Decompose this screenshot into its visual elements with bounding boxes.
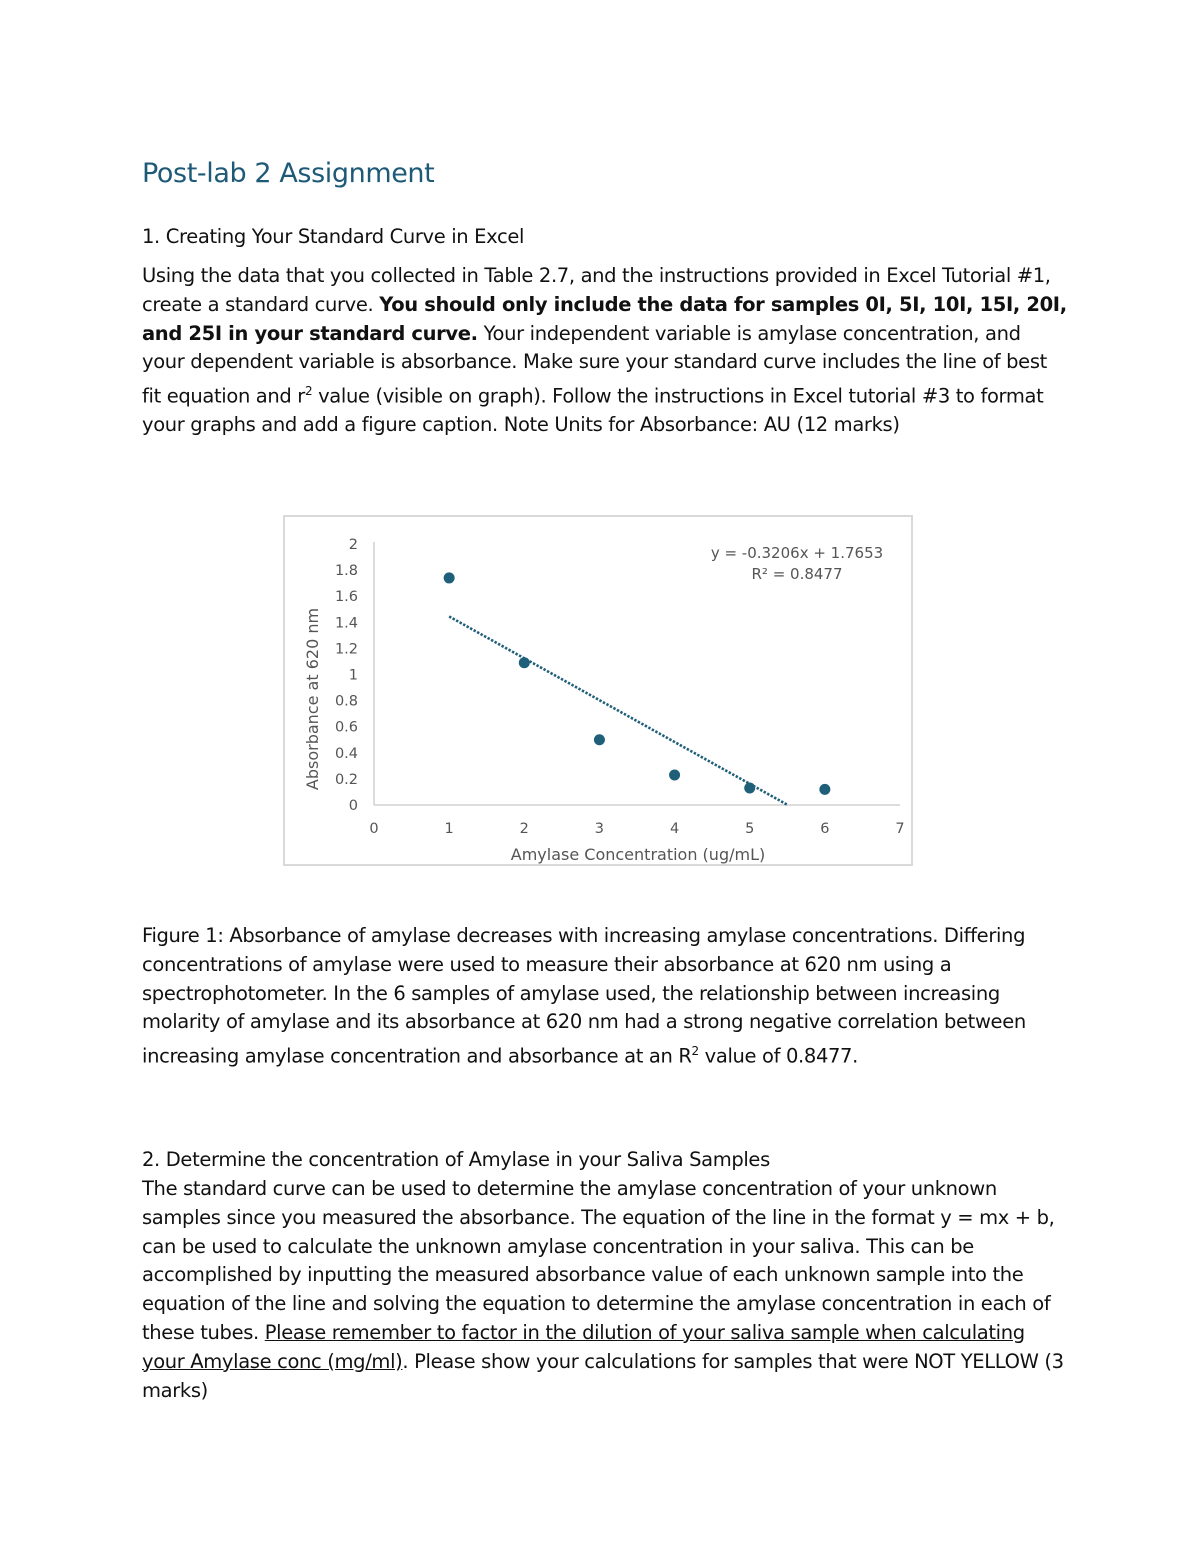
x-tick-labels (369, 821, 904, 837)
question-2-instructions (142, 1175, 1067, 1405)
x-tick-label: 1 (444, 821, 454, 837)
y-tick-label: 1.2 (334, 641, 358, 658)
x-tick-label: 5 (745, 821, 755, 837)
q2-underlined-reminder: Please remember to factor in the dilution of your saliva sample when calculating your Amylase conc (mg/ml) (142, 1320, 1025, 1373)
caption-text-2: value of 0.8477. (698, 1044, 858, 1068)
trendline-equation: y = -0.3206x + 1.7653 (710, 544, 884, 562)
superscript-2: 2 (304, 384, 313, 399)
y-tick-label: 2 (348, 537, 358, 553)
caption-text: Figure 1: Absorbance of amylase decreases with increasing amylase concentrations. Differing concentrations of amylase were used to measure their absorbance at 620 nm using a spectrophotometer. In the 6 samples of amylase used, the relationship between increasing molarity of amylase and its absorbance at 620 nm had a strong negative correlation between increasing amylase concentration and absorbance at an R (142, 924, 1026, 1068)
x-tick-label: 4 (669, 821, 680, 837)
y-tick-label: 0.2 (334, 771, 358, 788)
q1-intro-text-2: Your independent variable is amylase concentration, and your dependent variable is absorbance. Make sure your standard curve includes the line of best fit equation and r (142, 321, 1047, 408)
caption-superscript-2: 2 (691, 1044, 699, 1059)
q1-bold-requirement: You should only include the data for samples 0I, 5I, 10I, 15I, 20I, and 25I in your standard curve. (142, 292, 1067, 345)
x-tick-label: 2 (519, 821, 529, 837)
question-1-instructions (142, 262, 1067, 440)
data-points (444, 572, 831, 794)
trendline (449, 616, 788, 805)
x-tick-label: 3 (594, 821, 605, 837)
data-point (669, 769, 680, 780)
y-tick-label: 0.6 (334, 719, 358, 736)
x-tick-label: 6 (820, 821, 830, 837)
page-title: Post-lab 2 Assignment (142, 158, 435, 189)
data-point (819, 784, 830, 795)
y-tick-label: 1 (348, 667, 358, 684)
q2-body-text: The standard curve can be used to determine the amylase concentration of your unknown samples since you measured the absorbance. The equation of the line in the format y = mx + b, can be used to calculate the unknown amylase concentration in your saliva. This can be accomplished by inputting the measured absorbance value of each unknown sample into the equation of the line and solving the equation to determine the amylase concentration in each of these tubes. (142, 1177, 1055, 1344)
question-2-heading: 2. Determine the concentration of Amylase in your Saliva Samples (142, 1148, 770, 1171)
q1-intro-text: Using the data that you collected in Table 2.7, and the instructions provided in Excel Tutorial #1, create a standard curve. (142, 264, 1051, 316)
y-axis-label: Absorbance at 620 nm (303, 607, 322, 791)
data-point (594, 734, 605, 745)
y-tick-labels (335, 537, 358, 814)
y-tick-label: 1.8 (334, 563, 358, 580)
data-point (519, 657, 530, 668)
figure-caption (142, 922, 1067, 1071)
data-point (444, 572, 455, 583)
x-tick-label: 7 (895, 821, 905, 837)
y-tick-label: 0 (348, 798, 358, 814)
x-tick-label: 0 (369, 821, 379, 837)
chart-svg (285, 517, 911, 864)
q2-body-text-2: . Please show your calculations for samples that were NOT YELLOW (3 marks) (142, 1349, 1064, 1402)
y-tick-label: 1.4 (334, 615, 358, 632)
trendline-group (449, 616, 788, 805)
y-tick-label: 0.4 (334, 745, 358, 762)
data-point (744, 783, 755, 794)
q1-intro-text-3: value (visible on graph). Follow the instructions in Excel tutorial #3 to format your graphs and add a figure caption. Note Units for Absorbance: AU (12 marks) (142, 384, 1044, 437)
question-1-heading: 1. Creating Your Standard Curve in Excel (142, 225, 525, 248)
standard-curve-chart (283, 515, 913, 866)
x-axis-label: Amylase Concentration (ug/mL) (510, 845, 766, 864)
y-tick-label: 0.8 (334, 693, 358, 710)
r-squared-label: R² = 0.8477 (751, 565, 843, 583)
y-tick-label: 1.6 (334, 589, 358, 606)
